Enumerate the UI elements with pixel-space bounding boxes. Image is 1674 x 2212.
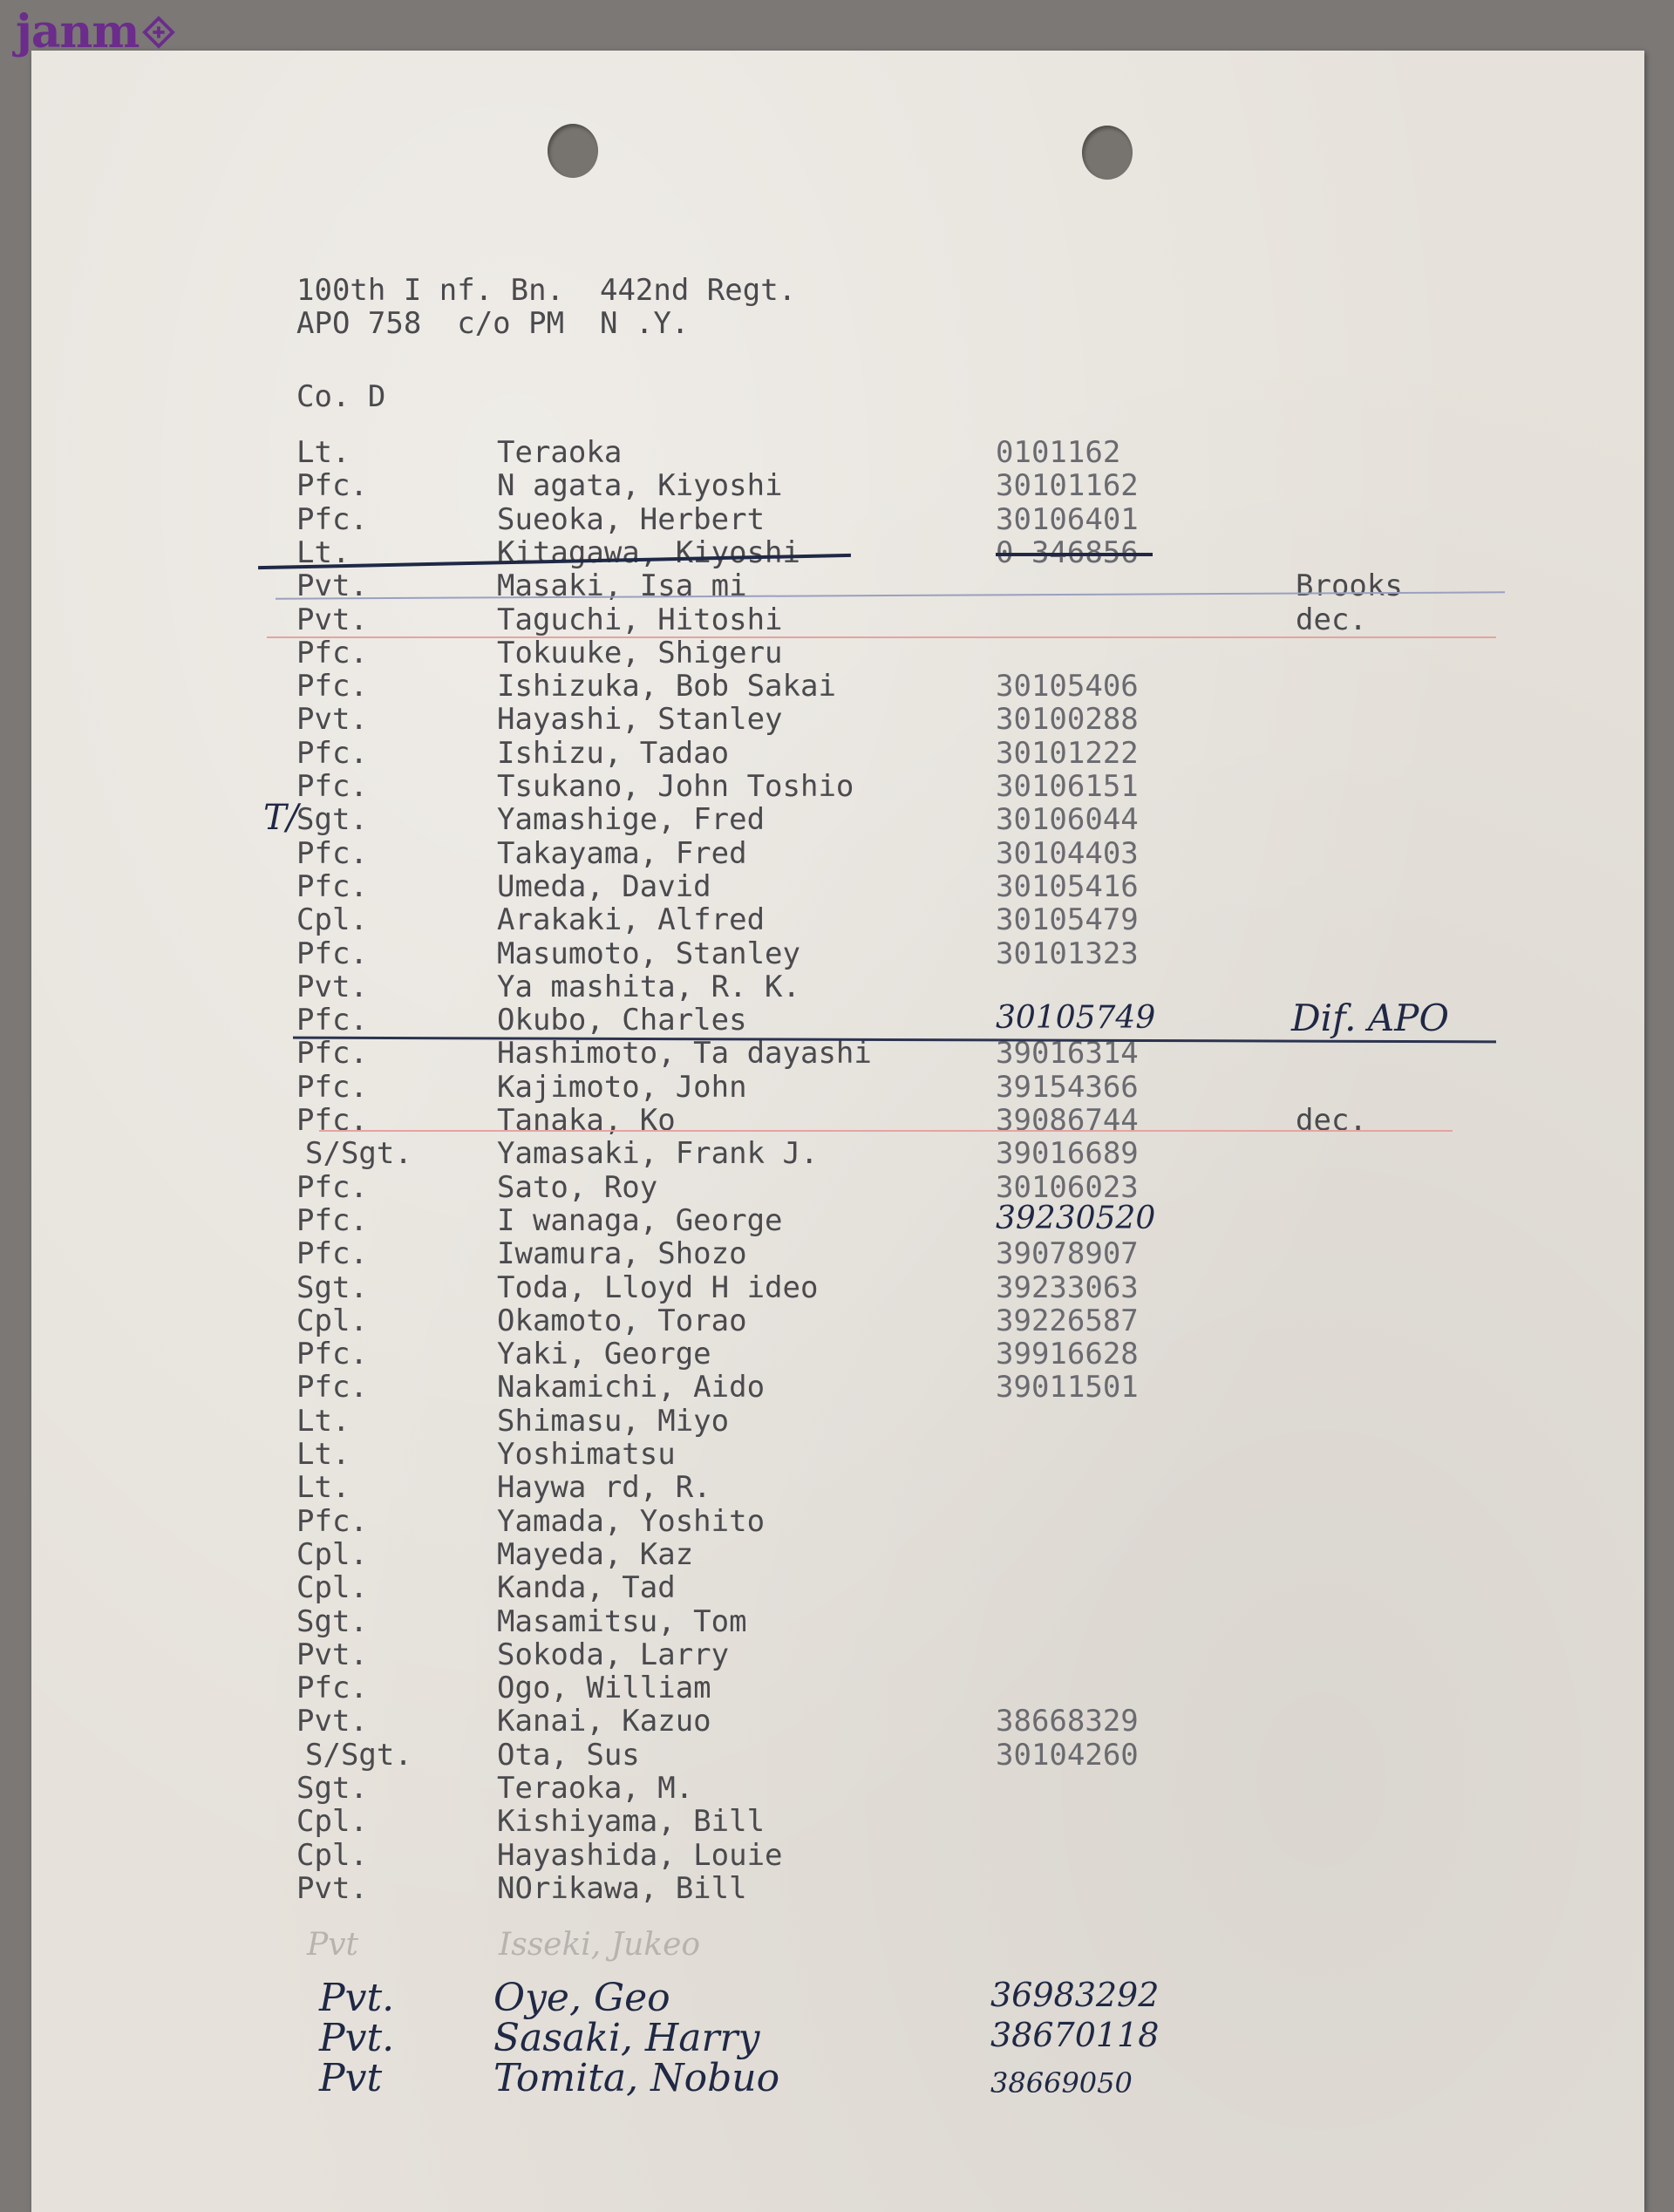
roster-rank: Pfc. [296, 1103, 368, 1138]
roster-rank: Pvt. [296, 969, 368, 1004]
roster-rank: Pvt. [296, 1704, 368, 1739]
roster-name: Takayama, Fred [497, 835, 747, 871]
roster-name: Kitagawa, Kiyoshi [497, 534, 800, 570]
roster-note-handwritten: Dif. APO [1291, 997, 1449, 1040]
punch-hole-left [548, 124, 598, 178]
roster-name: Nakamichi, Aido [497, 1370, 766, 1405]
roster-name: Sueoka, Herbert [497, 501, 766, 537]
roster-number: 39016314 [996, 1036, 1139, 1072]
roster-rank: Pfc. [296, 769, 368, 804]
roster-rank: Cpl. [296, 1804, 368, 1840]
roster-number: 30106023 [996, 1169, 1139, 1205]
roster-number: 30105416 [996, 868, 1139, 904]
roster-number: 38668329 [996, 1704, 1139, 1739]
roster-number: 30101323 [996, 936, 1139, 971]
roster-name: Kanai, Kazuo [497, 1704, 711, 1739]
roster-name: Ya mashita, R. K. [497, 969, 800, 1004]
roster-name: Ishizu, Tadao [497, 735, 730, 771]
roster-name: N agata, Kiyoshi [497, 468, 783, 504]
roster-rank: Pfc. [296, 1370, 368, 1405]
roster-number: 39916628 [996, 1337, 1139, 1372]
roster-rank: S/Sgt. [305, 1136, 412, 1172]
roster-rank: Pvt. [296, 1870, 368, 1906]
roster-rank: Sgt. [296, 1771, 368, 1806]
roster-rank: Pfc. [296, 1036, 368, 1072]
roster-rank: Pfc. [296, 735, 368, 771]
handwritten-name: Sasaki, Harry [493, 2016, 760, 2060]
roster-name: Teraoka [497, 435, 623, 470]
roster-name: Ogo, William [497, 1671, 711, 1706]
roster-name: Masumoto, Stanley [497, 936, 800, 971]
roster-rank: Pfc. [296, 1003, 368, 1038]
roster-rank: Pfc. [296, 936, 368, 971]
handwritten-number: 38670118 [990, 2016, 1160, 2054]
roster-rank: S/Sgt. [305, 1737, 412, 1773]
handwritten-rank: Pvt [319, 2056, 383, 2100]
roster-rank: Pfc. [296, 1069, 368, 1105]
roster-name: Masaki, Isa mi [497, 568, 747, 604]
roster-rank: Cpl. [296, 902, 368, 938]
roster-number: 30101162 [996, 468, 1139, 504]
roster-name: Tanaka, Ko [497, 1103, 676, 1138]
roster-number: 30106151 [996, 769, 1139, 804]
roster-number: 39086744 [996, 1103, 1139, 1138]
roster-name: Mayeda, Kaz [497, 1536, 694, 1572]
roster-note: dec. [1296, 602, 1367, 637]
roster-rank: Sgt. [296, 802, 368, 838]
roster-name: Taguchi, Hitoshi [497, 602, 783, 637]
roster-name: Hayashida, Louie [497, 1837, 783, 1873]
roster-rank: Pfc. [296, 868, 368, 904]
roster-number-handwritten: 39230520 [996, 1200, 1156, 1236]
roster-name: Ishizuka, Bob Sakai [497, 669, 836, 704]
roster-name: Yoshimatsu [497, 1437, 676, 1472]
roster-rank: Pfc. [296, 468, 368, 504]
roster-name: I wanaga, George [497, 1202, 783, 1238]
roster-number: 39011501 [996, 1370, 1139, 1405]
roster-number: 30104260 [996, 1737, 1139, 1773]
roster-rank: Cpl. [296, 1837, 368, 1873]
roster-name: Yamasaki, Frank J. [497, 1136, 819, 1172]
roster-rank: Pfc. [296, 669, 368, 704]
roster-rank: Pfc. [296, 835, 368, 871]
roster-name: Sato, Roy [497, 1169, 658, 1205]
roster-name: Sokoda, Larry [497, 1637, 730, 1672]
roster-rank: Pfc. [296, 1337, 368, 1372]
roster-rank: Lt. [296, 435, 350, 470]
roster-number: 30104403 [996, 835, 1139, 871]
roster-name: Ota, Sus [497, 1737, 640, 1773]
handwritten-rank: Pvt. [319, 2016, 395, 2060]
roster-rank: Cpl. [296, 1570, 368, 1606]
janm-logo[interactable] [16, 2, 175, 63]
roster-name: Haywa rd, R. [497, 1470, 711, 1506]
roster-rank: Pvt. [296, 568, 368, 604]
roster-name: Shimasu, Miyo [497, 1403, 730, 1439]
roster-rank: Lt. [296, 1437, 350, 1472]
roster-name: Hayashi, Stanley [497, 702, 783, 738]
pencil-entry-name: Isseki, Jukeo [499, 1927, 701, 1963]
roster-rank: Pfc. [296, 1671, 368, 1706]
roster-name: Kajimoto, John [497, 1069, 747, 1105]
punch-hole-right [1082, 126, 1133, 180]
roster-rank: Pvt. [296, 702, 368, 738]
roster-number: 39154366 [996, 1069, 1139, 1105]
roster-name: Kishiyama, Bill [497, 1804, 766, 1840]
roster-rank: Pfc. [296, 501, 368, 537]
roster-number: 30105406 [996, 669, 1139, 704]
pencil-entry-rank: Pvt [307, 1927, 359, 1963]
roster-name: Toda, Lloyd H ideo [497, 1269, 819, 1305]
ruled-line-taguchi [267, 636, 1496, 638]
roster-number: 30101222 [996, 735, 1139, 771]
roster-rank: Pfc. [296, 635, 368, 670]
roster-name: Iwamura, Shozo [497, 1236, 747, 1272]
roster-rank: Sgt. [296, 1603, 368, 1639]
roster-number: 0-346856 [996, 534, 1139, 570]
roster-number: 39016689 [996, 1136, 1139, 1172]
header-unit-line: 100th I nf. Bn. 442nd Regt. [296, 273, 797, 308]
roster-rank: Lt. [296, 1403, 350, 1439]
roster-rank: Pfc. [296, 1169, 368, 1205]
roster-number: 39233063 [996, 1269, 1139, 1305]
roster-rank: Pfc. [296, 1503, 368, 1539]
handwritten-number: 36983292 [990, 1976, 1160, 2014]
roster-rank: Lt. [296, 1470, 350, 1506]
handwritten-name: Tomita, Nobuo [493, 2056, 780, 2100]
roster-name: Yamashige, Fred [497, 802, 766, 838]
handwritten-number: 38669050 [990, 2066, 1133, 2100]
logo-text: janm [16, 5, 140, 58]
document-page [31, 51, 1644, 2212]
roster-number: 30100288 [996, 702, 1139, 738]
roster-number: 30106044 [996, 802, 1139, 838]
roster-name: Masamitsu, Tom [497, 1603, 747, 1639]
roster-name: Tokuuke, Shigeru [497, 635, 783, 670]
roster-name: Okubo, Charles [497, 1003, 747, 1038]
header-apo-line: APO 758 c/o PM N .Y. [296, 306, 690, 341]
roster-name: Hashimoto, Ta dayashi [497, 1036, 872, 1072]
roster-note: Brooks [1296, 568, 1403, 604]
roster-note: dec. [1296, 1103, 1367, 1138]
ruled-line-tanaka [319, 1130, 1453, 1132]
roster-rank: Pvt. [296, 602, 368, 637]
roster-number: 30105479 [996, 902, 1139, 938]
roster-rank: Cpl. [296, 1303, 368, 1338]
roster-name: Yamada, Yoshito [497, 1503, 766, 1539]
roster-rank: Cpl. [296, 1536, 368, 1572]
roster-number: 39078907 [996, 1236, 1139, 1272]
janm-diamond-mark-icon [142, 16, 175, 49]
roster-number: 39226587 [996, 1303, 1139, 1338]
roster-name: Yaki, George [497, 1337, 711, 1372]
roster-rank: Sgt. [296, 1269, 368, 1305]
roster-name: Tsukano, John Toshio [497, 769, 854, 804]
roster-name: Kanda, Tad [497, 1570, 676, 1606]
roster-rank: Pfc. [296, 1202, 368, 1238]
roster-name: Umeda, David [497, 868, 711, 904]
number-strike-kitagawa [996, 553, 1153, 556]
company-label: Co. D [296, 379, 386, 414]
roster-number: 0101162 [996, 435, 1121, 470]
roster-rank: Lt. [296, 534, 350, 570]
handwritten-name: Oye, Geo [493, 1976, 670, 2020]
handwritten-rank: Pvt. [319, 1976, 395, 2020]
roster-name: Okamoto, Torao [497, 1303, 747, 1338]
roster-rank: Pvt. [296, 1637, 368, 1672]
roster-name: Teraoka, M. [497, 1771, 694, 1806]
roster-name: NOrikawa, Bill [497, 1870, 747, 1906]
roster-number: 30106401 [996, 501, 1139, 537]
roster-rank: Pfc. [296, 1236, 368, 1272]
roster-name: Arakaki, Alfred [497, 902, 766, 938]
roster-number-handwritten: 30105749 [996, 1000, 1156, 1037]
rank-prefix-handwritten: T/ [263, 798, 299, 839]
